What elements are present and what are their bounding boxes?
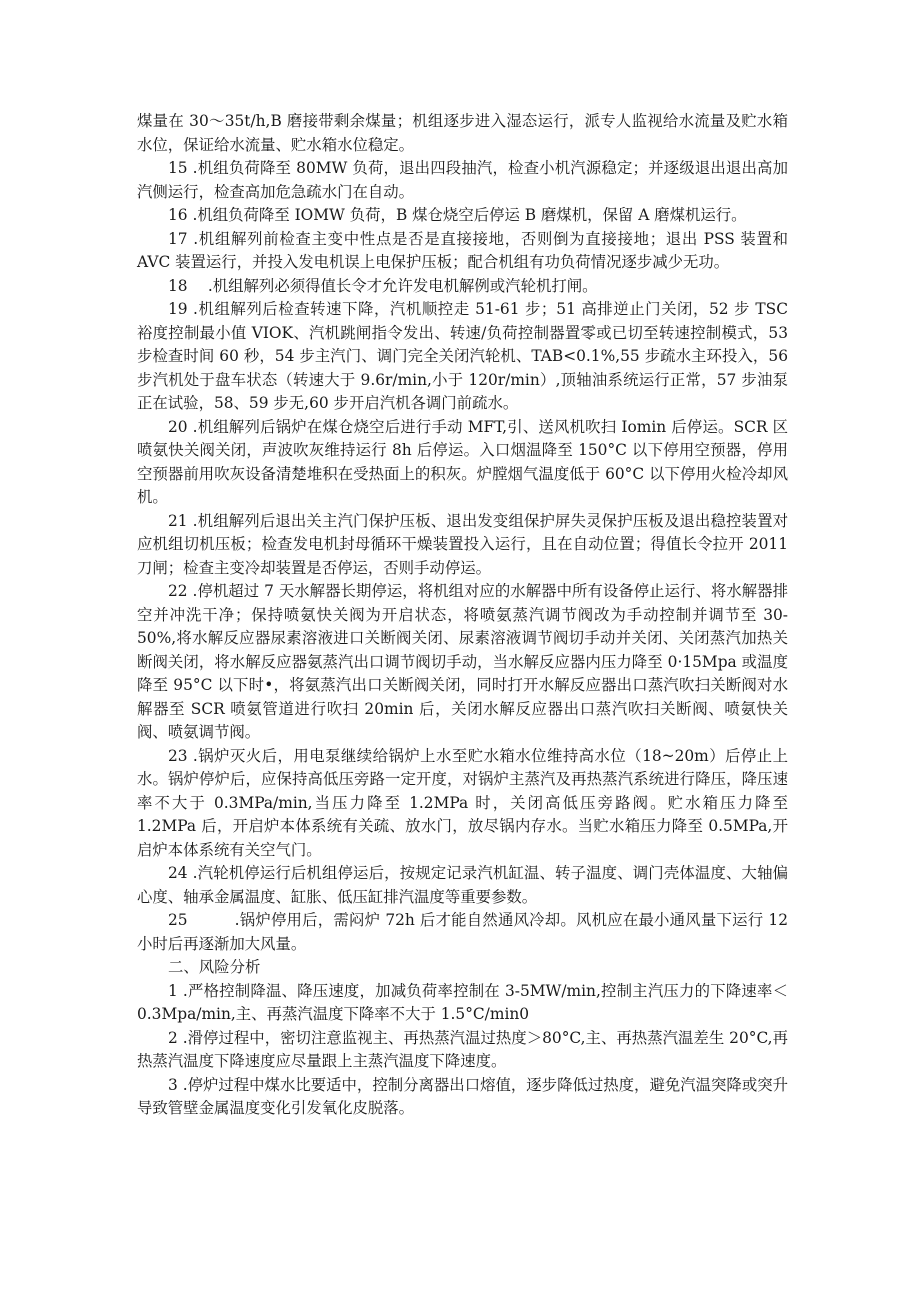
paragraph-step-21: 21 .机组解列后退出关主汽门保护压板、退出发变组保护屏失灵保护压板及退出稳控装置对应机组切机压板；检查发电机封母循环干燥装置投入运行，且在自动位置；得值长令拉开 2011 刀闸；检查主变冷却装置是否停运，否则手动停运。 (137, 511, 788, 577)
paragraph-step-17: 17 .机组解列前检查主变中性点是否是直接接地，否则倒为直接接地；退出 PSS 装置和 AVC 装置运行，并投入发电机误上电保护压板；配合机组有功负荷情况逐步减少无功。 (137, 229, 788, 271)
paragraph-step-16: 16 .机组负荷降至 IOMW 负荷，B 煤仓烧空后停运 B 磨煤机，保留 A 磨煤机运行。 (168, 206, 747, 224)
paragraph-step-19: 19 .机组解列后检查转速下降，汽机顺控走 51-61 步；51 高排逆止门关闭，52 步 TSC 裕度控制最小值 VIOK、汽机跳闸指令发出、转速/负荷控制器置零或已切至转速控制模式，53 步检查时间 60 秒，54 步主汽门、调门完全关闭汽轮机、TAB<0.1%,55 步疏水主环投入，56 步汽机处于盘车状态（转速大于 9.6r/min,小于 120r/min）,顶轴油系统运行正常，57 步油泵正在试验，58、59 步无,60 步开启汽机各调门前疏水。 (137, 300, 788, 412)
paragraph-step-15: 15 .机组负荷降至 80MW 负荷，退出四段抽汽，检查小机汽源稳定；并逐级退出退出高加汽侧运行，检查高加危急疏水门在自动。 (137, 159, 788, 201)
section-heading-risk-analysis: 二、风险分析 (168, 958, 261, 976)
paragraph-step-18: 18 .机组解列必须得值长令才允许发电机解例或汽轮机打闸。 (168, 276, 598, 295)
paragraph-risk-2: 2 .滑停过程中，密切注意监视主、再热蒸汽温过热度＞80°C,主、再热蒸汽温差生 20°C,再热蒸汽温度下降速度应尽量跟上主蒸汽温度下降速度。 (137, 1028, 788, 1070)
paragraph-coal-feed: 煤量在 30～35t/h,B 磨接带剩余煤量；机组逐步进入湿态运行，派专人监视给水流量及贮水箱水位，保证给水流量、贮水箱水位稳定。 (137, 112, 788, 154)
document-body (137, 110, 788, 1121)
paragraph-step-24: 24 .汽轮机停运行后机组停运后，按规定记录汽机缸温、转子温度、调门壳体温度、大轴偏心度、轴承金属温度、缸胀、低压缸排汽温度等重要参数。 (137, 864, 788, 906)
paragraph-risk-1: 1 .严格控制降温、降压速度，加减负荷率控制在 3-5MW/min,控制主汽压力的下降速率＜0.3Mpa/min,主、再蒸汽温度下降率不大于 1.5°C/min0 (137, 981, 788, 1023)
paragraph-step-22: 22 .停机超过 7 天水解器长期停运，将机组对应的水解器中所有设备停止运行、将水解器排空并冲洗干净；保持喷氨快关阀为开启状态，将喷氨蒸汽调节阀改为手动控制并调节至 30-50%,将水解反应器尿素溶液进口关断阀关闭、尿素溶液调节阀切手动并关闭、关闭蒸汽加热关断阀关闭，将水解反应器氨蒸汽出口调节阀切手动，当水解反应器内压力降至 0·15Mpa 或温度降至 95°C 以下时•，将氨蒸汽出口关断阀关闭，同时打开水解反应器出口蒸汽吹扫关断阀对水解器至 SCR 喷氨管道进行吹扫 20min 后，关闭水解反应器出口蒸汽吹扫关断阀、喷氨快关阀、喷氨调节阀。 (137, 582, 788, 741)
paragraph-step-23: 23 .锅炉灭火后，用电泵继续给锅炉上水至贮水箱水位维持高水位（18~20m）后停止上水。锅炉停炉后，应保持高低压旁路一定开度，对锅炉主蒸汽及再热蒸汽系统进行降压，降压速率不大于 0.3MPa/min,当压力降至 1.2MPa 时，关闭高低压旁路阀。贮水箱压力降至 1.2MPa 后，开启炉本体系统有关疏、放水门，放尽锅内存水。当贮水箱压力降至 0.5MPa,开启炉本体系统有关空气门。 (137, 746, 788, 859)
paragraph-step-20: 20 .机组解列后锅炉在煤仓烧空后进行手动 MFT,引、送风机吹扫 Iomin 后停运。SCR 区喷氨快关阀关闭，声波吹灰维持运行 8h 后停运。入口烟温降至 150°C 以下停用空预器，停用空预器前用吹灰设备清楚堆积在受热面上的积灰。炉膛烟气温度低于 60°C 以下停用火检冷却风机。 (137, 417, 788, 506)
paragraph-risk-3: 3 .停炉过程中煤水比要适中，控制分离器出口熔值，逐步降低过热度，避免汽温突降或突升导致管壁金属温度变化引发氧化皮脱落。 (137, 1075, 788, 1117)
paragraph-step-25: 25 .锅炉停用后，需闷炉 72h 后才能自然通风冷却。风机应在最小通风量下运行 12 小时后再逐渐加大风量。 (137, 911, 788, 953)
